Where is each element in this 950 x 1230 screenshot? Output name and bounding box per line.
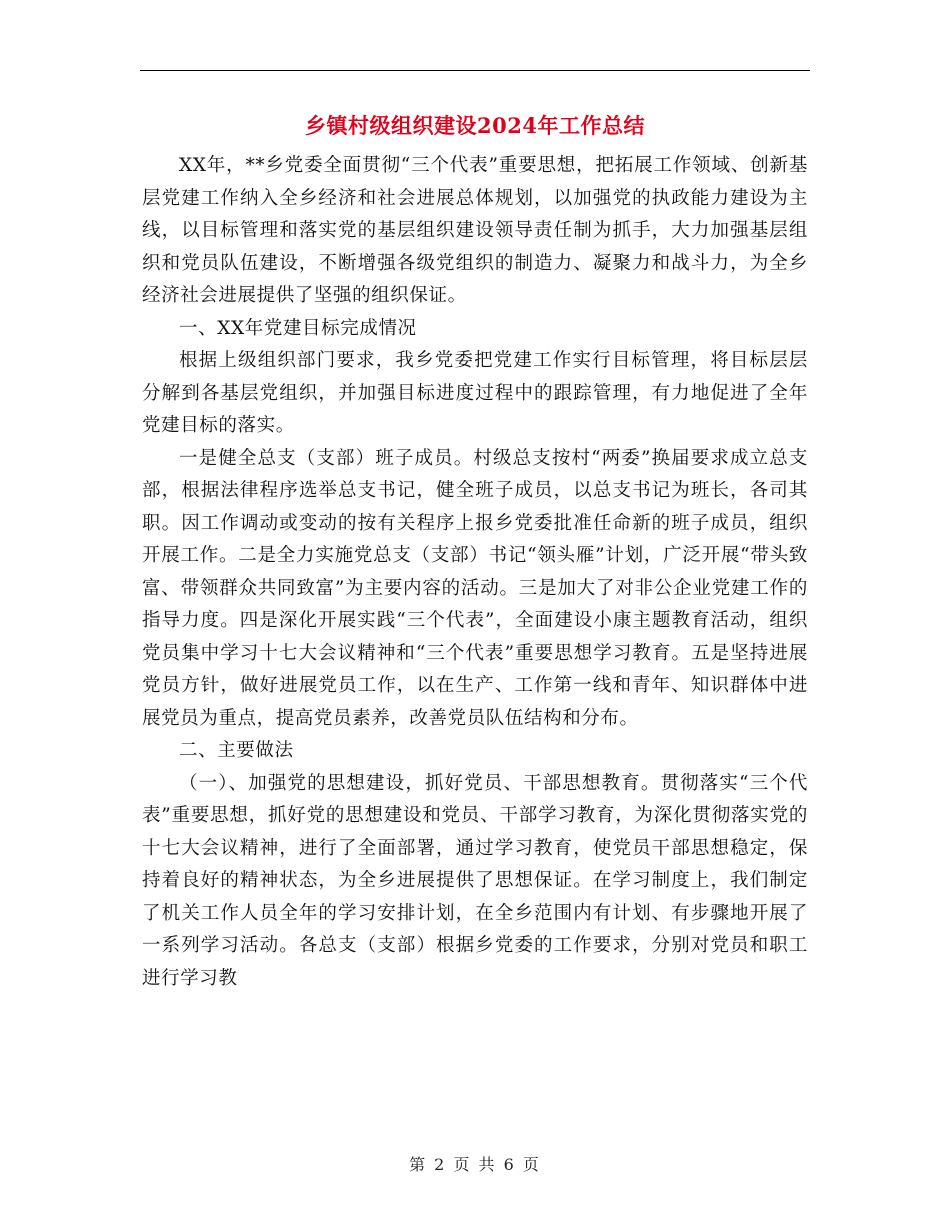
section-2-paragraph: （一）、加强党的思想建设，抓好党员、干部思想教育。贯彻落实“三个代表”重要思想，抓好党的思想建设和党员、干部学习教育，为深化贯彻落实党的十七大会议精神，进行了全面部署，通过学习教育，使党员干部思想稳定，保持着良好的精神状态，为全乡进展提供了思想保证。在学习制度上，我们制定了机关工作人员全年的学习安排计划，在全乡范围内有计划、有步骤地开展了一系列学习活动。各总支（支部）根据乡党委的工作要求，分别对党员和职工进行学习教 bbox=[142, 772, 808, 989]
document-title: 乡镇村级组织建设2024年工作总结 bbox=[305, 113, 645, 138]
page-number-footer: 第 2 页 共 6 页 bbox=[409, 1155, 541, 1174]
section-heading-2: 二、主要做法 bbox=[179, 740, 294, 761]
section-1-paragraph: 根据上级组织部门要求，我乡党委把党建工作实行目标管理，将目标层层分解到各基层党组织，并加强目标进度过程中的跟踪管理，有力地促进了全年党建目标的落实。 bbox=[142, 350, 808, 436]
header-rule bbox=[140, 70, 810, 71]
section-1-details-paragraph: 一是健全总支（支部）班子成员。村级总支按村“两委”换届要求成立总支部，根据法律程序选举总支书记，健全班子成员，以总支书记为班长，各司其职。因工作调动或变动的按有关程序上报乡党委批准任命新的班子成员，组织开展工作。二是全力实施党总支（支部）书记“领头雁”计划，广泛开展“带头致富、带领群众共同致富”为主要内容的活动。三是加大了对非公企业党建工作的指导力度。四是深化开展实践“三个代表”，全面建设小康主题教育活动，组织党员集中学习十七大会议精神和“三个代表”重要思想学习教育。五是坚持进展党员方针，做好进展党员工作，以在生产、工作第一线和青年、知识群体中进展党员为重点，提高党员素养，改善党员队伍结构和分布。 bbox=[142, 447, 808, 729]
section-heading-1: 一、XX年党建目标完成情况 bbox=[179, 317, 417, 339]
intro-paragraph: XX年，**乡党委全面贯彻“三个代表”重要思想，把拓展工作领域、创新基层党建工作纳入全乡经济和社会进展总体规划，以加强党的执政能力建设为主线，以目标管理和落实党的基层组织建设领导责任制为抓手，大力加强基层组织和党员队伍建设，不断增强各级党组织的制造力、凝聚力和战斗力，为全乡经济社会进展提供了坚强的组织保证。 bbox=[142, 155, 808, 306]
document-body bbox=[142, 150, 808, 995]
